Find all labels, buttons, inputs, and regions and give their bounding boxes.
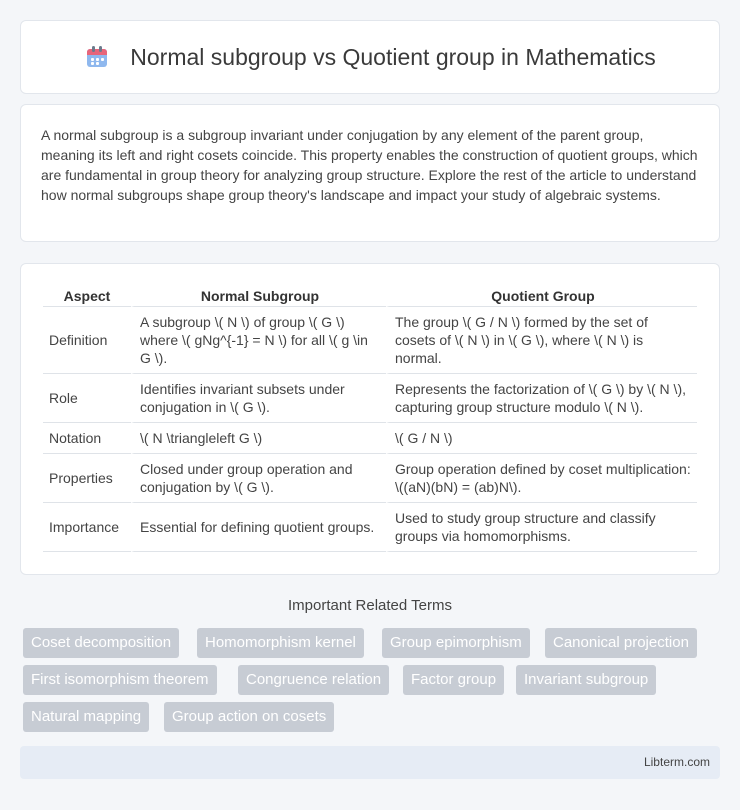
header-normal-subgroup: Normal Subgroup: [131, 284, 386, 307]
table-row: [43, 374, 697, 423]
row-aspect: Importance: [43, 503, 131, 552]
title-card: [20, 20, 720, 94]
header-quotient-group: Quotient Group: [386, 284, 697, 307]
table-header-row: [43, 284, 697, 307]
row-normal-subgroup: Essential for defining quotient groups.: [131, 503, 386, 552]
page-title: Normal subgroup vs Quotient group in Mathematics: [130, 43, 656, 70]
row-aspect: Notation: [43, 423, 131, 454]
tag-group-epimorphism[interactable]: Group epimorphism: [382, 628, 530, 658]
row-quotient-group: Represents the factorization of \( G \) by \( N \), capturing group structure modulo \( N \).: [386, 374, 697, 423]
intro-card: [20, 104, 720, 242]
row-aspect: Properties: [43, 454, 131, 503]
header-aspect: Aspect: [43, 284, 131, 307]
calendar-icon: [84, 44, 110, 70]
tag-group-action-on-cosets[interactable]: Group action on cosets: [164, 702, 334, 732]
row-aspect: Definition: [43, 307, 131, 374]
comparison-table: [43, 284, 697, 552]
related-terms-title: Important Related Terms: [288, 597, 452, 614]
table-row: [43, 307, 697, 374]
comparison-table-card: [20, 263, 720, 575]
row-quotient-group: Used to study group structure and classify groups via homomorphisms.: [386, 503, 697, 552]
row-quotient-group: \( G / N \): [386, 423, 697, 454]
row-normal-subgroup: Closed under group operation and conjugation by \( G \).: [131, 454, 386, 503]
row-aspect: Role: [43, 374, 131, 423]
row-quotient-group: The group \( G / N \) formed by the set of cosets of \( N \) in \( G \), where \( N \) is normal.: [386, 307, 697, 374]
table-row: [43, 423, 697, 454]
tag-canonical-projection[interactable]: Canonical projection: [545, 628, 697, 658]
footer: [20, 746, 720, 779]
tag-congruence-relation[interactable]: Congruence relation: [238, 665, 389, 695]
row-quotient-group: Group operation defined by coset multiplication: \((aN)(bN) = (ab)N\).: [386, 454, 697, 503]
tag-coset-decomposition[interactable]: Coset decomposition: [23, 628, 179, 658]
row-normal-subgroup: Identifies invariant subsets under conjugation in \( G \).: [131, 374, 386, 423]
footer-site-link[interactable]: Libterm.com: [643, 755, 710, 769]
tag-first-isomorphism-theorem[interactable]: First isomorphism theorem: [23, 665, 217, 695]
tag-factor-group[interactable]: Factor group: [403, 665, 504, 695]
tag-homomorphism-kernel[interactable]: Homomorphism kernel: [197, 628, 364, 658]
tag-invariant-subgroup[interactable]: Invariant subgroup: [516, 665, 656, 695]
row-normal-subgroup: A subgroup \( N \) of group \( G \) where \( gNg^{-1} = N \) for all \( g \in G \).: [131, 307, 386, 374]
intro-paragraph: A normal subgroup is a subgroup invariant under conjugation by any element of the parent group, meaning its left and right cosets coincide. This property enables the construction of quotient groups, which are fundamental in group theory for analyzing group structure. Explore the rest of the article to understand how normal subgroups shape group theory's landscape and impact your study of algebraic systems.: [41, 127, 698, 203]
row-normal-subgroup: \( N \triangleleft G \): [131, 423, 386, 454]
table-row: [43, 454, 697, 503]
table-row: [43, 503, 697, 552]
tag-natural-mapping[interactable]: Natural mapping: [23, 702, 149, 732]
